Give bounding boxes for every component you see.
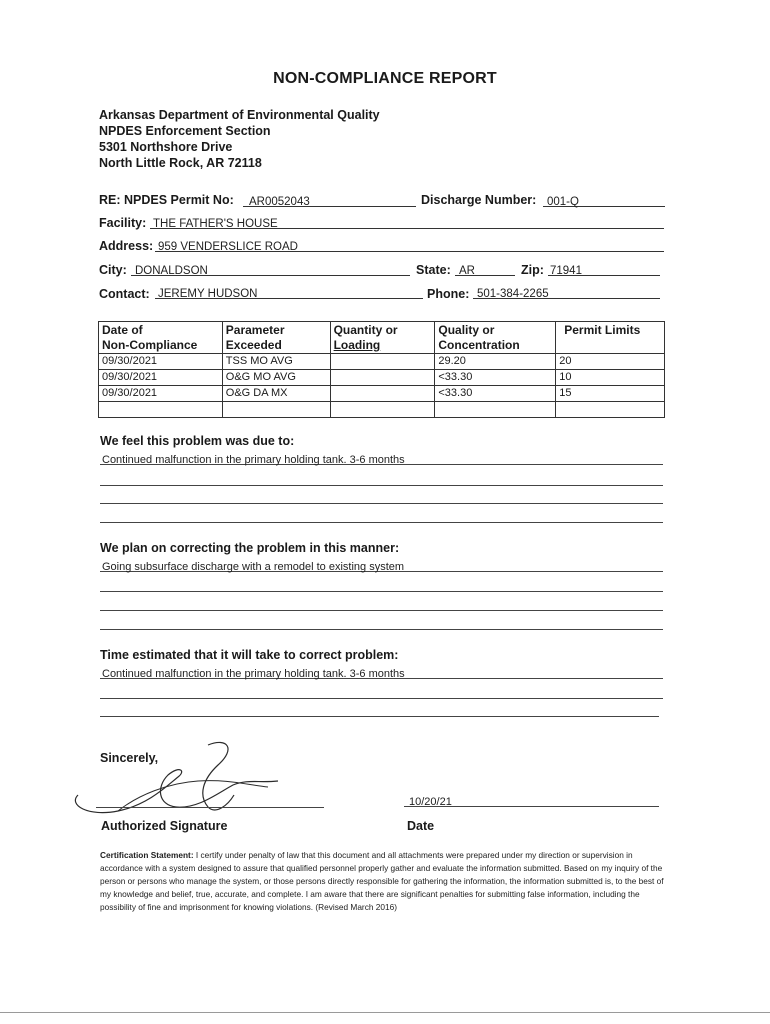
address-value: 959 VENDERSLICE ROAD: [158, 241, 298, 253]
time-text: Continued malfunction in the primary holding tank. 3-6 months: [102, 668, 405, 680]
table-row: [99, 370, 665, 386]
cell-parameter[interactable]: O&G MO AVG: [222, 370, 330, 386]
cause-heading: We feel this problem was due to:: [100, 434, 295, 448]
page-bottom-edge: [0, 1012, 770, 1013]
discharge-label: Discharge Number:: [421, 193, 537, 207]
header-date: Date of Non-Compliance: [99, 322, 223, 354]
handwritten-signature: [58, 735, 298, 825]
cell-limit[interactable]: 10: [556, 370, 665, 386]
cell-limit[interactable]: 15: [556, 386, 665, 402]
cell-limit[interactable]: 20: [556, 354, 665, 370]
agency-street: 5301 Northshore Drive: [99, 140, 233, 154]
contact-label: Contact:: [99, 287, 150, 301]
plan-line-2[interactable]: [100, 577, 663, 592]
cell-date[interactable]: [99, 402, 223, 418]
agency-city: North Little Rock, AR 72118: [99, 156, 262, 170]
cell-quality[interactable]: <33.30: [435, 386, 556, 402]
header-quality: Quality or Concentration: [435, 322, 556, 354]
plan-text: Going subsurface discharge with a remodel to existing system: [102, 561, 405, 573]
sincerely-text: Sincerely,: [100, 751, 159, 765]
state-field[interactable]: [455, 261, 515, 276]
zip-value: 71941: [550, 265, 582, 277]
cause-line-1[interactable]: [100, 450, 663, 465]
date-line[interactable]: [404, 792, 659, 807]
cell-limit[interactable]: [556, 402, 665, 418]
header-permit-limits: Permit Limits: [556, 322, 665, 354]
header-quantity: Quantity or Loading: [330, 322, 435, 354]
date-label: Date: [407, 819, 435, 833]
plan-heading: We plan on correcting the problem in this manner:: [100, 541, 400, 555]
city-value: DONALDSON: [135, 265, 208, 277]
phone-value: 501-384-2265: [477, 288, 549, 300]
cell-quantity[interactable]: [330, 354, 435, 370]
time-heading: Time estimated that it will take to correct problem:: [100, 648, 399, 662]
state-value: AR: [459, 265, 475, 277]
cell-quality[interactable]: <33.30: [435, 370, 556, 386]
certification-statement: [100, 849, 672, 914]
facility-field[interactable]: [150, 214, 664, 229]
cell-parameter[interactable]: [222, 402, 330, 418]
cause-line-2[interactable]: [100, 471, 663, 486]
contact-value: JEREMY HUDSON: [158, 288, 258, 300]
facility-value: THE FATHER'S HOUSE: [153, 218, 278, 230]
cell-quality[interactable]: [435, 402, 556, 418]
cell-quantity[interactable]: [330, 402, 435, 418]
certification-text: I certify under penalty of law that this document and all attachments were prepared under my direction or supervision in accordance with a system designed to assure that qualified personnel properly gather and evaluate the information submitted. Based on my inquiry of the person or persons who manage the system, or those persons directly responsible for gathering the information, the information submitted is, to the best of my knowledge and belief, true, accurate, and complete. I am aware that there are significant penalties for submitting false information, including the possibility of fine and imprisonment for knowing violations. (Revised March 2016): [100, 850, 664, 912]
cause-line-4[interactable]: [100, 508, 663, 523]
table-row: [99, 386, 665, 402]
cause-text: Continued malfunction in the primary holding tank. 3-6 months: [102, 454, 405, 466]
zip-field[interactable]: [548, 261, 660, 276]
discharge-value: 001-Q: [547, 196, 579, 208]
plan-line-1[interactable]: [100, 557, 663, 572]
header-parameter: Parameter Exceeded: [222, 322, 330, 354]
time-line-3[interactable]: [100, 702, 659, 717]
phone-label: Phone:: [427, 287, 470, 301]
permit-field[interactable]: [243, 192, 416, 207]
noncompliance-table: [98, 321, 665, 418]
date-value: 10/20/21: [409, 796, 452, 808]
phone-field[interactable]: [473, 284, 660, 299]
zip-label: Zip:: [521, 263, 544, 277]
table-row: [99, 354, 665, 370]
cell-date[interactable]: 09/30/2021: [99, 354, 223, 370]
cause-line-3[interactable]: [100, 489, 663, 504]
city-label: City:: [99, 263, 127, 277]
city-field[interactable]: [131, 261, 410, 276]
report-title: NON-COMPLIANCE REPORT: [273, 70, 497, 87]
time-line-1[interactable]: [100, 664, 663, 679]
table-row: [99, 402, 665, 418]
agency-name: Arkansas Department of Environmental Quality: [99, 108, 380, 122]
certification-label: Certification Statement:: [100, 850, 194, 860]
permit-value: AR0052043: [249, 196, 310, 208]
agency-block: [99, 107, 380, 171]
agency-section: NPDES Enforcement Section: [99, 124, 271, 138]
time-line-2[interactable]: [100, 684, 663, 699]
contact-field[interactable]: [155, 284, 423, 299]
cell-date[interactable]: 09/30/2021: [99, 370, 223, 386]
permit-label: RE: NPDES Permit No:: [99, 193, 234, 207]
cell-date[interactable]: 09/30/2021: [99, 386, 223, 402]
cell-quantity[interactable]: [330, 386, 435, 402]
cell-quality[interactable]: 29.20: [435, 354, 556, 370]
address-label: Address:: [99, 239, 154, 253]
signature-line[interactable]: [96, 793, 324, 808]
discharge-field[interactable]: [543, 192, 665, 207]
facility-label: Facility:: [99, 216, 147, 230]
plan-line-3[interactable]: [100, 596, 663, 611]
plan-line-4[interactable]: [100, 615, 663, 630]
address-field[interactable]: [155, 237, 664, 252]
state-label: State:: [416, 263, 451, 277]
cell-quantity[interactable]: [330, 370, 435, 386]
cell-parameter[interactable]: O&G DA MX: [222, 386, 330, 402]
table-header-row: [99, 322, 665, 354]
signature-label: Authorized Signature: [101, 819, 228, 833]
cell-parameter[interactable]: TSS MO AVG: [222, 354, 330, 370]
